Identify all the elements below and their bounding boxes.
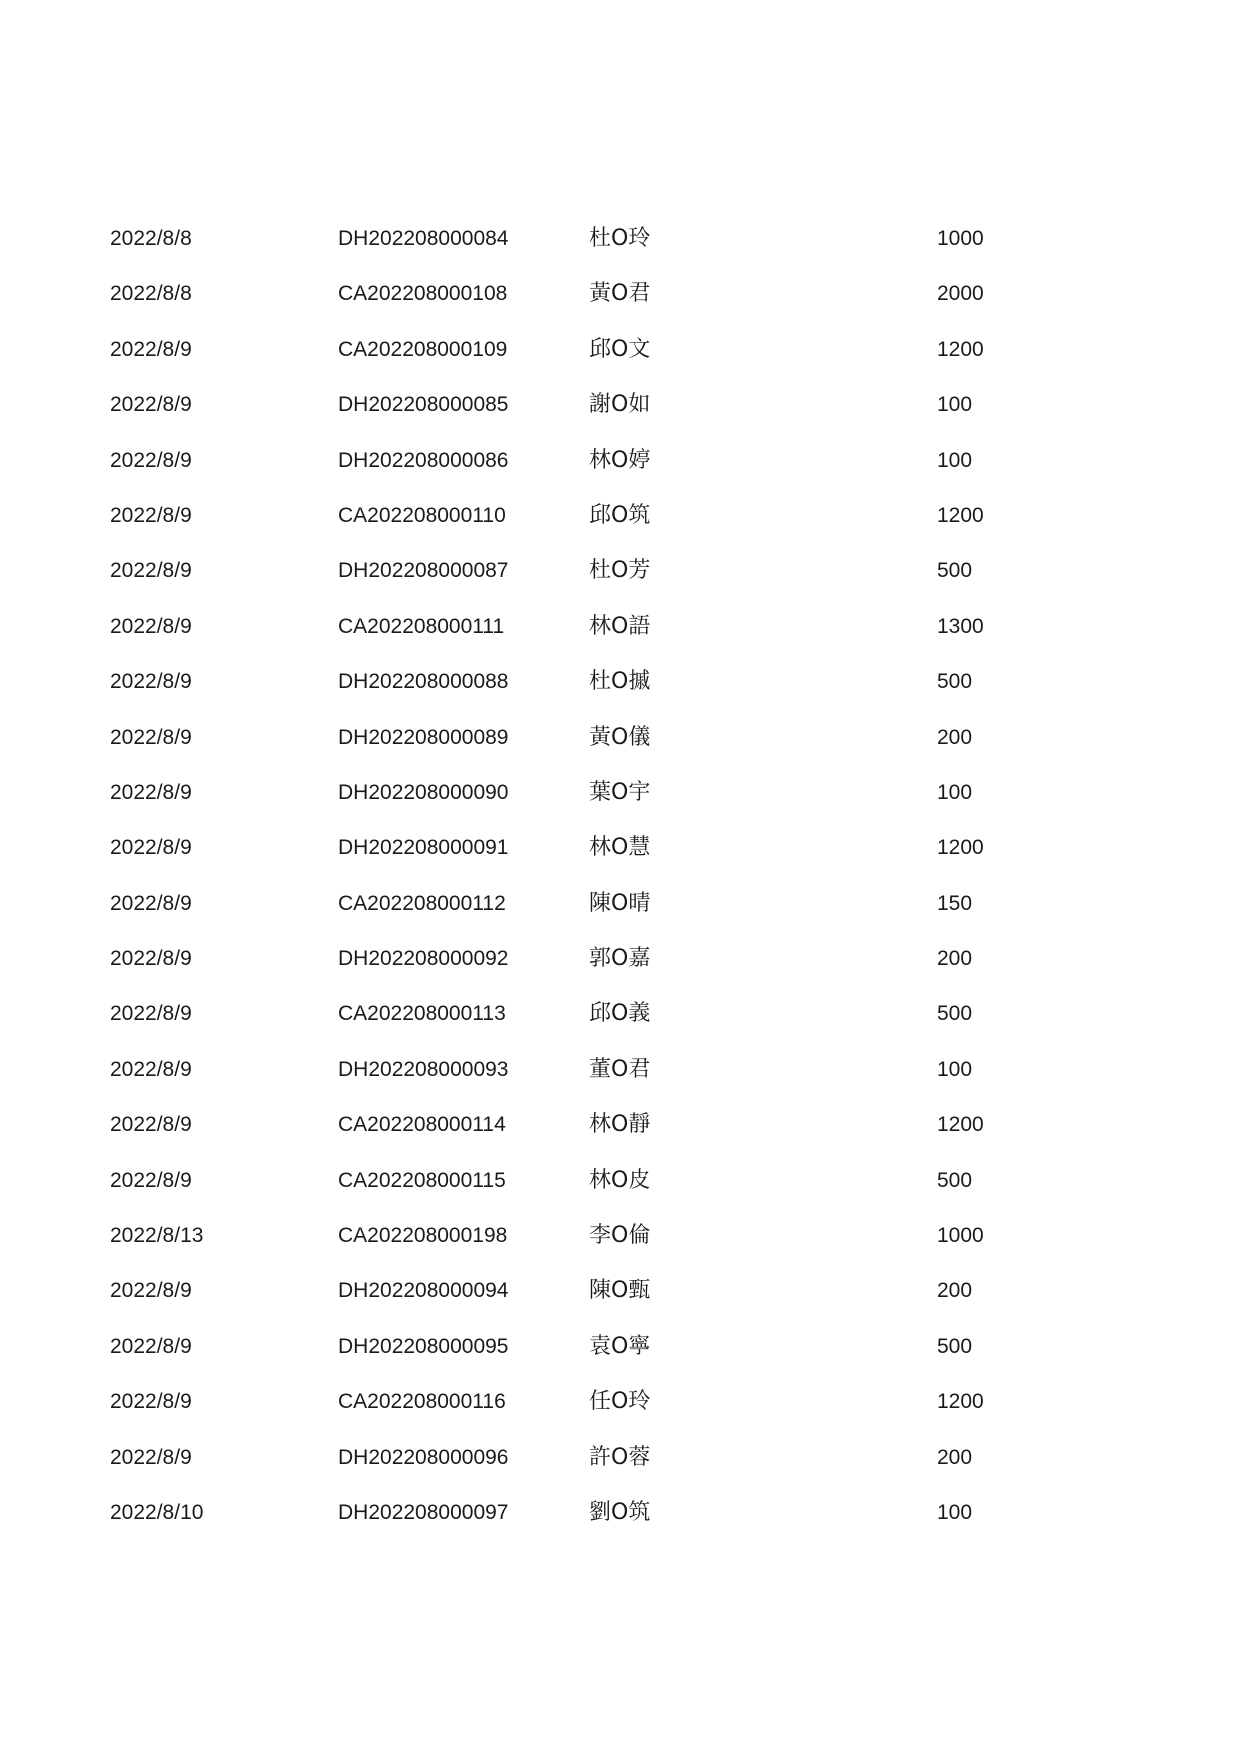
table-row [0, 1097, 1240, 1152]
donor-name-cell: 杜O玲 [589, 226, 651, 251]
receipt-number-cell: DH202208000096 [338, 1445, 509, 1469]
date-cell: 2022/8/9 [110, 337, 192, 361]
amount-cell: 500 [937, 1334, 973, 1358]
amount-cell: 1200 [937, 836, 984, 860]
donor-name-cell: 邱O義 [589, 1001, 651, 1027]
table-row [0, 986, 1240, 1041]
donation-table [0, 211, 1240, 1540]
date-cell: 2022/8/9 [110, 780, 192, 804]
date-cell: 2022/8/9 [110, 1334, 192, 1358]
donor-name-cell: 邱O筑 [589, 502, 651, 528]
receipt-number-cell: DH202208000092 [338, 947, 509, 971]
receipt-number-cell: CA202208000108 [338, 282, 508, 306]
amount-cell: 100 [937, 1057, 973, 1081]
receipt-number-cell: DH202208000091 [338, 836, 509, 860]
amount-cell: 100 [937, 780, 973, 804]
donor-name-cell: 杜O芳 [589, 558, 651, 584]
table-row [0, 322, 1240, 377]
receipt-number-cell: DH202208000095 [338, 1334, 509, 1358]
donor-name-cell: 林O靜 [589, 1112, 651, 1138]
receipt-number-cell: CA202208000111 [338, 614, 505, 638]
donor-name-cell: 邱O文 [589, 336, 651, 362]
table-row [0, 599, 1240, 654]
date-cell: 2022/8/10 [110, 1500, 204, 1524]
receipt-number-cell: CA202208000110 [338, 503, 506, 527]
amount-cell: 200 [937, 1445, 973, 1469]
receipt-number-cell: DH202208000089 [338, 725, 509, 749]
table-row [0, 876, 1240, 931]
date-cell: 2022/8/9 [110, 1057, 192, 1081]
amount-cell: 100 [937, 393, 973, 417]
receipt-number-cell: DH202208000094 [338, 1279, 509, 1303]
receipt-number-cell: CA202208000116 [338, 1390, 506, 1414]
date-cell: 2022/8/9 [110, 1390, 192, 1414]
receipt-number-cell: CA202208000115 [338, 1168, 506, 1192]
donor-name-cell: 陳O甄 [589, 1278, 651, 1304]
receipt-number-cell: DH202208000090 [338, 780, 509, 804]
donor-name-cell: 任O玲 [589, 1389, 651, 1415]
amount-cell: 500 [937, 1168, 973, 1192]
donor-name-cell: 黃O君 [589, 281, 651, 307]
date-cell: 2022/8/9 [110, 559, 192, 583]
amount-cell: 100 [937, 448, 973, 472]
date-cell: 2022/8/9 [110, 393, 192, 417]
date-cell: 2022/8/9 [110, 1002, 192, 1026]
table-row [0, 654, 1240, 709]
date-cell: 2022/8/9 [110, 891, 192, 915]
donor-name-cell: 葉O宇 [589, 779, 651, 805]
amount-cell: 1200 [937, 337, 984, 361]
amount-cell: 1200 [937, 503, 984, 527]
receipt-number-cell: CA202208000112 [338, 891, 506, 915]
receipt-number-cell: DH202208000093 [338, 1057, 509, 1081]
date-cell: 2022/8/9 [110, 670, 192, 694]
donor-name-cell: 杜O摵 [589, 669, 651, 695]
table-row [0, 377, 1240, 432]
donor-name-cell: 謝O如 [589, 392, 651, 418]
table-row [0, 1374, 1240, 1429]
amount-cell: 1200 [937, 1113, 984, 1137]
donor-name-cell: 郭O嘉 [589, 946, 651, 972]
amount-cell: 200 [937, 947, 973, 971]
table-row [0, 543, 1240, 598]
date-cell: 2022/8/9 [110, 725, 192, 749]
receipt-number-cell: DH202208000097 [338, 1500, 509, 1524]
receipt-number-cell: DH202208000085 [338, 393, 509, 417]
table-row [0, 1263, 1240, 1318]
amount-cell: 500 [937, 559, 973, 583]
date-cell: 2022/8/9 [110, 448, 192, 472]
amount-cell: 500 [937, 1002, 973, 1026]
amount-cell: 1000 [937, 227, 984, 250]
table-row [0, 433, 1240, 488]
amount-cell: 200 [937, 725, 973, 749]
table-row [0, 266, 1240, 321]
date-cell: 2022/8/9 [110, 1279, 192, 1303]
date-cell: 2022/8/9 [110, 1113, 192, 1137]
amount-cell: 1000 [937, 1224, 984, 1248]
receipt-number-cell: CA202208000109 [338, 337, 508, 361]
receipt-number-cell: DH202208000087 [338, 559, 509, 583]
donor-name-cell: 林O語 [589, 613, 651, 639]
amount-cell: 1300 [937, 614, 984, 638]
table-row [0, 820, 1240, 875]
date-cell: 2022/8/8 [110, 227, 192, 250]
donor-name-cell: 陳O晴 [589, 890, 651, 916]
table-row [0, 1042, 1240, 1097]
donor-name-cell: 許O蓉 [589, 1444, 651, 1470]
donor-name-cell: 黃O儀 [589, 724, 651, 750]
donor-name-cell: 林O婷 [589, 447, 651, 473]
donor-name-cell: 李O倫 [589, 1223, 651, 1249]
amount-cell: 100 [937, 1500, 973, 1524]
table-row [0, 1208, 1240, 1263]
table-row [0, 765, 1240, 820]
table-row [0, 211, 1240, 266]
receipt-number-cell: DH202208000088 [338, 670, 509, 694]
date-cell: 2022/8/9 [110, 1445, 192, 1469]
table-row [0, 488, 1240, 543]
amount-cell: 200 [937, 1279, 973, 1303]
donor-name-cell: 劉O筑 [589, 1499, 651, 1525]
date-cell: 2022/8/13 [110, 1224, 204, 1248]
table-row [0, 1485, 1240, 1540]
receipt-number-cell: DH202208000084 [338, 227, 509, 250]
donor-name-cell: 董O君 [589, 1056, 651, 1082]
table-row [0, 1430, 1240, 1485]
table-row [0, 710, 1240, 765]
table-row [0, 1319, 1240, 1374]
table-row [0, 931, 1240, 986]
table-row [0, 1153, 1240, 1208]
receipt-number-cell: DH202208000086 [338, 448, 509, 472]
date-cell: 2022/8/9 [110, 503, 192, 527]
date-cell: 2022/8/9 [110, 614, 192, 638]
date-cell: 2022/8/8 [110, 282, 192, 306]
date-cell: 2022/8/9 [110, 947, 192, 971]
receipt-number-cell: CA202208000113 [338, 1002, 506, 1026]
date-cell: 2022/8/9 [110, 836, 192, 860]
amount-cell: 2000 [937, 282, 984, 306]
amount-cell: 150 [937, 891, 973, 915]
receipt-number-cell: CA202208000114 [338, 1113, 506, 1137]
donor-name-cell: 林O皮 [589, 1167, 651, 1193]
donor-name-cell: 林O慧 [589, 835, 651, 861]
receipt-number-cell: CA202208000198 [338, 1224, 508, 1248]
date-cell: 2022/8/9 [110, 1168, 192, 1192]
amount-cell: 1200 [937, 1390, 984, 1414]
donor-name-cell: 袁O寧 [589, 1333, 651, 1359]
amount-cell: 500 [937, 670, 973, 694]
